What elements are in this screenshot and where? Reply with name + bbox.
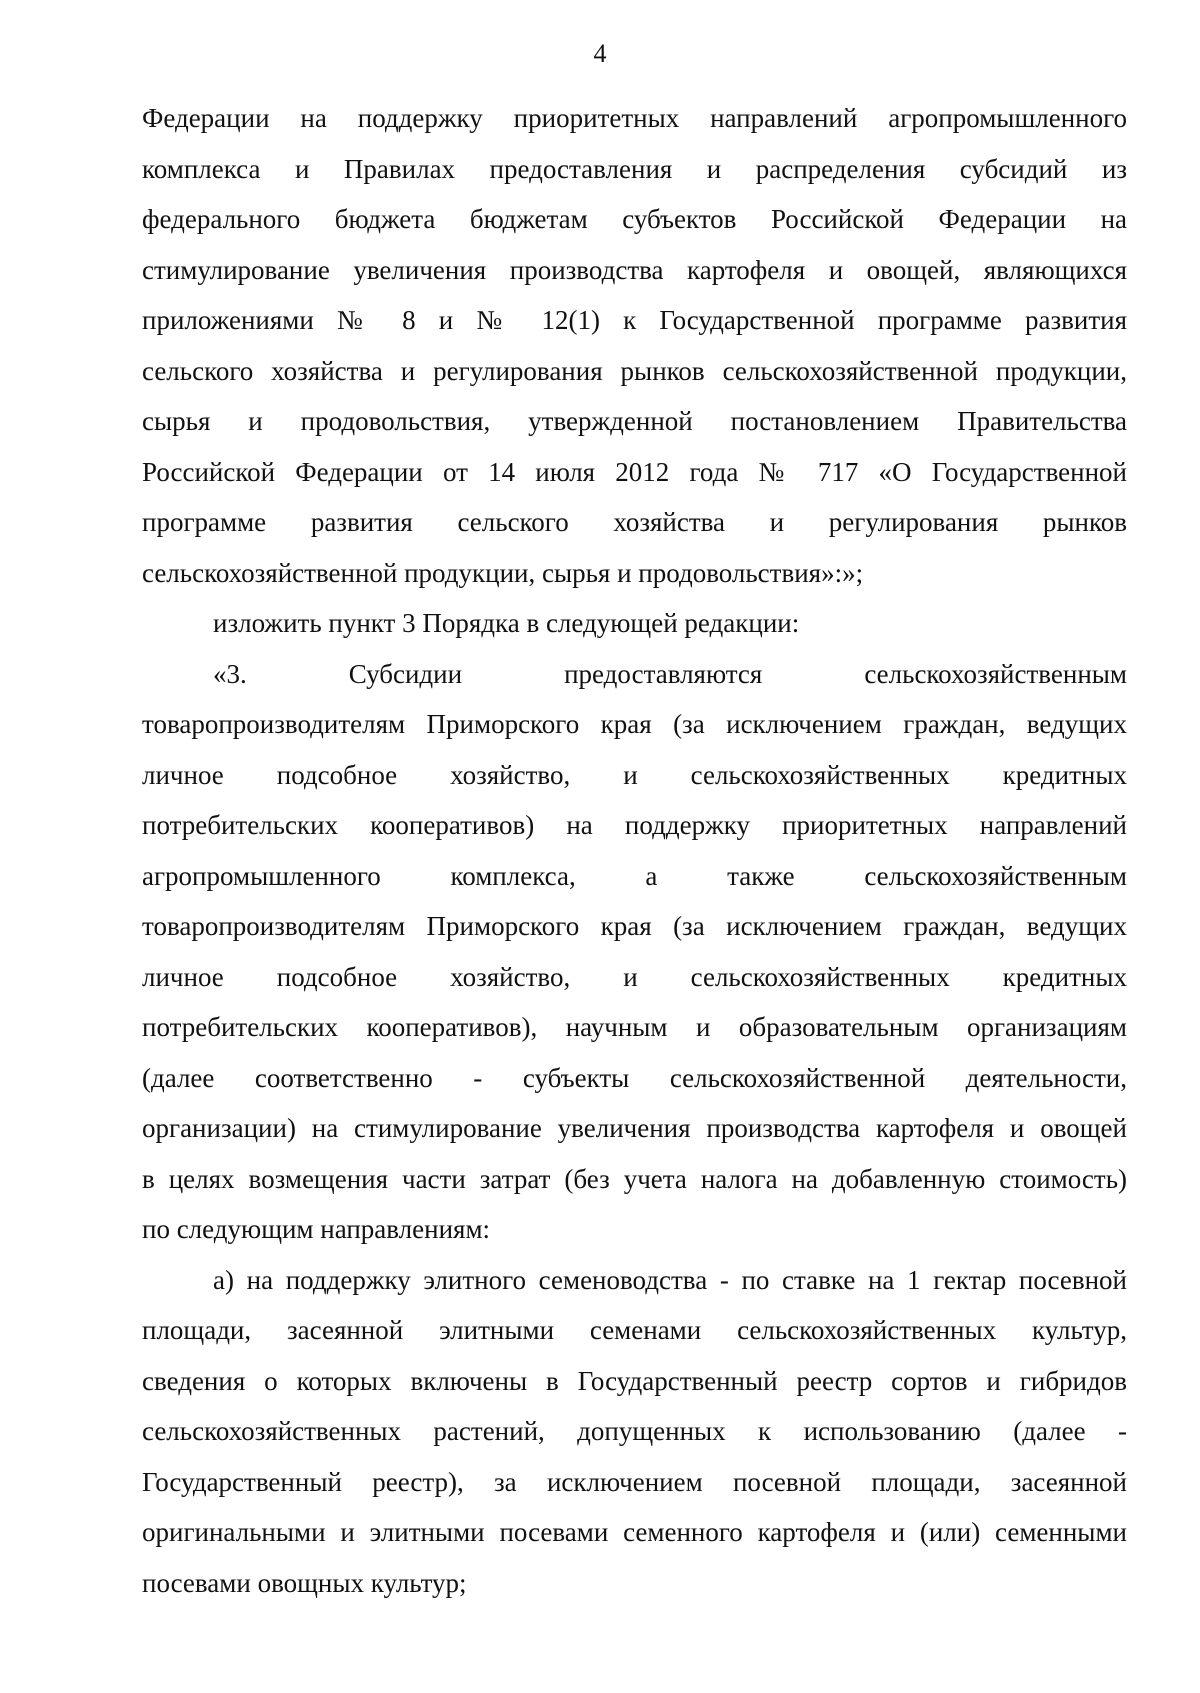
- text-line: в целях возмещения части затрат (без учета налога на добавленную стоимость): [142, 1163, 1127, 1194]
- text-line: программе развития сельского хозяйства и регулирования рынков: [142, 507, 1127, 537]
- text-line: по следующим направлениям:: [142, 1214, 491, 1244]
- text-line: личное подсобное хозяйство, и сельскохозяйственных кредитных: [142, 759, 1127, 790]
- text-line: оригинальными и элитными посевами семенного картофеля и (или) семенными: [142, 1517, 1127, 1547]
- paragraph-continuation: [142, 93, 1127, 598]
- text-line: «3. Субсидии предоставляются сельскохозяйственным: [213, 658, 1127, 689]
- document-body: [142, 93, 1127, 1608]
- text-line: потребительских кооперативов), научным и образовательным организациям: [142, 1012, 1127, 1042]
- text-line: Государственный реестр), за исключением посевной площади, засеянной: [142, 1466, 1127, 1497]
- text-line: сведения о которых включены в Государственный реестр сортов и гибридов: [142, 1365, 1127, 1396]
- text-line: товаропроизводителям Приморского края (за исключением граждан, ведущих: [142, 709, 1127, 739]
- text-line: изложить пункт 3 Порядка в следующей редакции:: [213, 608, 800, 638]
- text-line: сельскохозяйственных растений, допущенных к использованию (далее -: [142, 1416, 1127, 1446]
- text-line: Российской Федерации от 14 июля 2012 года № 717 «О Государственной: [142, 456, 1127, 487]
- text-line: потребительских кооперативов) на поддержку приоритетных направлений: [142, 810, 1127, 840]
- text-line: сырья и продовольствия, утвержденной постановлением Правительства: [142, 406, 1127, 436]
- page-number: 4: [593, 39, 607, 68]
- text-line: товаропроизводителям Приморского края (за исключением граждан, ведущих: [142, 911, 1127, 941]
- text-line: комплекса и Правилах предоставления и распределения субсидий из: [142, 153, 1127, 184]
- paragraph-clause-3: [142, 649, 1127, 1255]
- text-line: личное подсобное хозяйство, и сельскохозяйственных кредитных: [142, 961, 1127, 992]
- text-line: сельскохозяйственной продукции, сырья и продовольствия»:»;: [142, 557, 864, 588]
- text-line: организации) на стимулирование увеличения производства картофеля и овощей: [142, 1113, 1127, 1143]
- text-line: а) на поддержку элитного семеноводства - по ставке на 1 гектар посевной: [213, 1264, 1127, 1295]
- text-line: федерального бюджета бюджетам субъектов Российской Федерации на: [142, 204, 1127, 234]
- text-line: Федерации на поддержку приоритетных направлений агропромышленного: [142, 103, 1127, 133]
- text-line: стимулирование увеличения производства картофеля и овощей, являющихся: [142, 254, 1127, 285]
- text-line: приложениями № 8 и № 12(1) к Государственной программе развития: [142, 305, 1127, 335]
- text-line: агропромышленного комплекса, а также сельскохозяйственным: [142, 860, 1127, 891]
- paragraph-instruction: [142, 598, 1127, 649]
- paragraph-item-a: [142, 1255, 1127, 1609]
- text-line: площади, засеянной элитными семенами сельскохозяйственных культур,: [142, 1315, 1127, 1345]
- text-line: сельского хозяйства и регулирования рынков сельскохозяйственной продукции,: [142, 355, 1127, 386]
- text-line: посевами овощных культур;: [142, 1567, 467, 1598]
- text-line: (далее соответственно - субъекты сельскохозяйственной деятельности,: [142, 1062, 1127, 1093]
